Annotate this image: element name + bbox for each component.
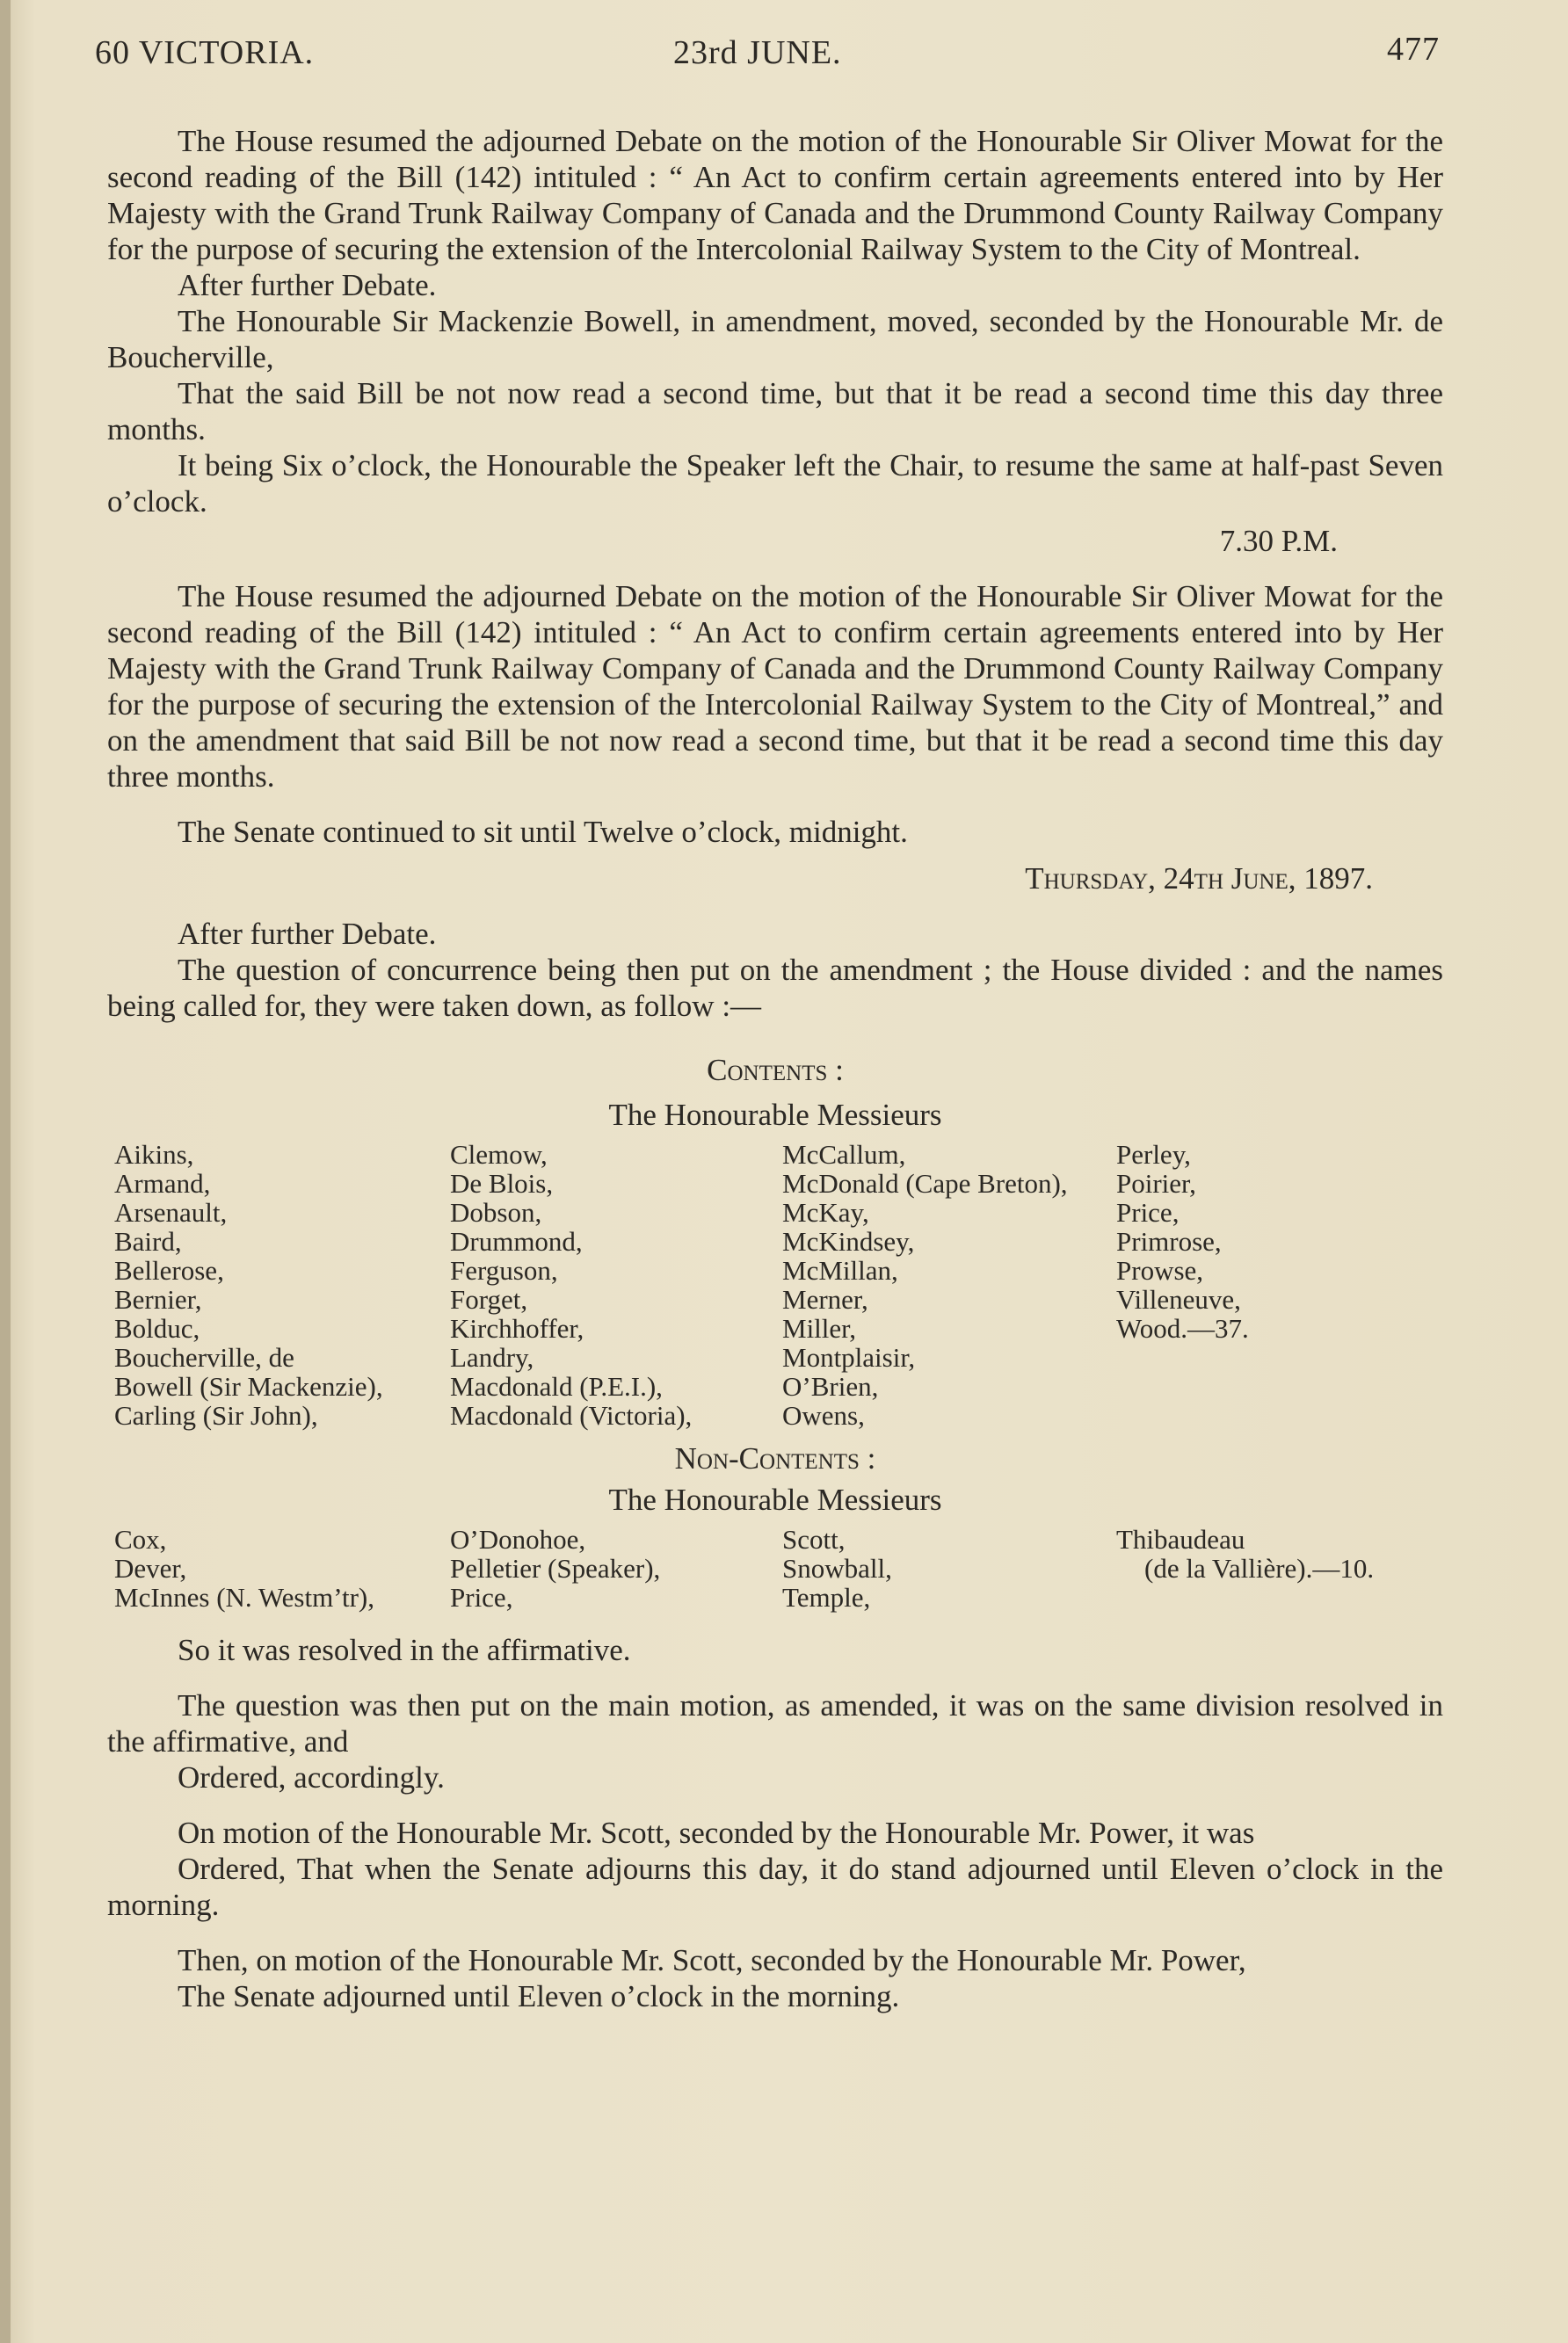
name-entry: Armand, [114,1168,211,1199]
paragraph-resumed-debate: The House resumed the adjourned Debate on the motion of the Honourable Sir Oliver Mowat for the second reading of the Bill (142) intituled : “ An Act to confirm certain agreements entered into by Her Majesty with the Grand Trunk Railway Company of Canada and the Drummond County Railway Company for the purpose of securing the extension of the Intercolonial Railway System to the City of Montreal. [107,124,1443,266]
name-entry: McDonald (Cape Breton), [782,1168,1068,1199]
name-entry: Poirier, [1116,1168,1196,1199]
non-contents-column-2 [450,1525,660,1612]
page-binding-edge [0,0,11,2343]
paragraph-senate-adjourned: The Senate adjourned until Eleven o’clock in the morning. [178,1979,900,2013]
name-entry: Dobson, [450,1197,542,1228]
name-entry: McMillan, [782,1255,898,1286]
name-entry: Snowball, [782,1553,892,1584]
paragraph-ordered-accordingly: Ordered, accordingly. [178,1760,445,1795]
name-entry: Price, [1116,1197,1180,1228]
name-entry: Merner, [782,1284,868,1315]
name-entry: Baird, [114,1226,182,1257]
name-entry: Ferguson, [450,1255,558,1286]
name-entry: Scott, [782,1524,846,1555]
name-entry: Forget, [450,1284,528,1315]
name-entry: Owens, [782,1400,865,1431]
name-entry: Bernier, [114,1284,202,1315]
paragraph-after-debate: After further Debate. [178,268,437,302]
non-contents-subheading: The Honourable Messieurs [608,1483,942,1517]
contents-column-3 [782,1140,1068,1430]
paragraph-speaker-left: It being Six o’clock, the Honourable the Speaker left the Chair, to resume the same at half-past Seven o’clock. [107,448,1443,519]
contents-column-1 [114,1140,383,1430]
paragraph-division: The question of concurrence being then put on the amendment ; the House divided : and the names being called for, they were taken down, as follow :— [107,953,1443,1023]
name-entry: McCallum, [782,1139,906,1170]
name-entry: Bellerose, [114,1255,224,1286]
paragraph-then-motion: Then, on motion of the Honourable Mr. Scott, seconded by the Honourable Mr. Power, [178,1943,1246,1977]
name-entry: Kirchhoffer, [450,1313,584,1344]
paragraph-further-debate: After further Debate. [178,917,437,951]
paragraph-main-motion: The question was then put on the main motion, as amended, it was on the same division resolved in the affirmative, and [107,1688,1443,1759]
header-session: 60 VICTORIA. [95,34,315,71]
name-entry: Landry, [450,1342,534,1373]
name-entry: O’Donohoe, [450,1524,586,1555]
name-entry: Villeneuve, [1116,1284,1241,1315]
paragraph-resolved-affirmative: So it was resolved in the affirmative. [178,1633,631,1667]
non-contents-names [107,1525,1443,1618]
contents-column-4 [1116,1140,1249,1343]
non-contents-column-4 [1116,1525,1374,1583]
name-entry: Miller, [782,1313,856,1344]
contents-heading: Contents : [707,1053,844,1087]
non-contents-column-3 [782,1525,892,1612]
contents-column-2 [450,1140,692,1430]
name-entry: De Blois, [450,1168,554,1199]
name-entry: Primrose, [1116,1226,1222,1257]
name-entry: McKindsey, [782,1226,915,1257]
paragraph-amendment-moved: The Honourable Sir Mackenzie Bowell, in amendment, moved, seconded by the Honourable Mr. de Boucherville, [107,304,1443,374]
page-header [95,33,1440,77]
contents-names [107,1140,1443,1437]
paragraph-resumed-debate-evening: The House resumed the adjourned Debate on the motion of the Honourable Sir Oliver Mowat for the second reading of the Bill (142) intituled : “ An Act to confirm certain agreements entered into by Her Majesty with the Grand Trunk Railway Company of Canada and the Drummond County Railway Company for the purpose of securing the extension of the Intercolonial Railway System to the City of Montreal,” and on the amendment that said Bill be not now read a second time, but that it be read a second time this day three months. [107,579,1443,794]
name-entry: (de la Vallière).—10. [1144,1553,1375,1584]
name-entry: Price, [450,1582,513,1613]
name-entry: Macdonald (P.E.I.), [450,1371,663,1402]
paragraph-senate-continued: The Senate continued to sit until Twelve o’clock, midnight. [178,815,908,849]
name-entry: Perley, [1116,1139,1191,1170]
non-contents-heading: Non-Contents : [674,1441,876,1476]
name-entry: Dever, [114,1553,187,1584]
name-entry: McInnes (N. Westm’tr), [114,1582,374,1613]
name-entry: Carling (Sir John), [114,1400,318,1431]
name-entry: Cox, [114,1524,167,1555]
name-entry: Arsenault, [114,1197,228,1228]
paragraph-amendment-text: That the said Bill be not now read a second time, but that it be read a second time this day three months. [107,376,1443,446]
name-entry: Macdonald (Victoria), [450,1400,693,1431]
header-date: 23rd JUNE. [673,34,842,71]
paragraph-ordered-adjourn: Ordered, That when the Senate adjourns this day, it do stand adjourned until Eleven o’clock in the morning. [107,1852,1443,1922]
page-number: 477 [1387,31,1440,68]
paragraph-motion-scott: On motion of the Honourable Mr. Scott, seconded by the Honourable Mr. Power, it was [178,1816,1255,1850]
name-entry: Bowell (Sir Mackenzie), [114,1371,383,1402]
name-entry: Temple, [782,1582,871,1613]
non-contents-column-1 [114,1525,374,1612]
name-entry: Aikins, [114,1139,194,1170]
contents-subheading: The Honourable Messieurs [608,1098,942,1132]
date-line: Thursday, 24th June, 1897. [1025,861,1373,896]
name-entry: Clemow, [450,1139,548,1170]
name-entry: O’Brien, [782,1371,879,1402]
name-entry: Prowse, [1116,1255,1204,1286]
name-entry: Thibaudeau [1116,1524,1245,1555]
name-entry: McKay, [782,1197,869,1228]
time-stamp: 7.30 P.M. [1219,524,1338,558]
name-entry: Boucherville, de [114,1342,294,1373]
name-entry: Bolduc, [114,1313,200,1344]
name-entry: Wood.—37. [1116,1313,1249,1344]
page-body [107,123,1443,2014]
name-entry: Montplaisir, [782,1342,916,1373]
name-entry: Drummond, [450,1226,583,1257]
name-entry: Pelletier (Speaker), [450,1553,661,1584]
